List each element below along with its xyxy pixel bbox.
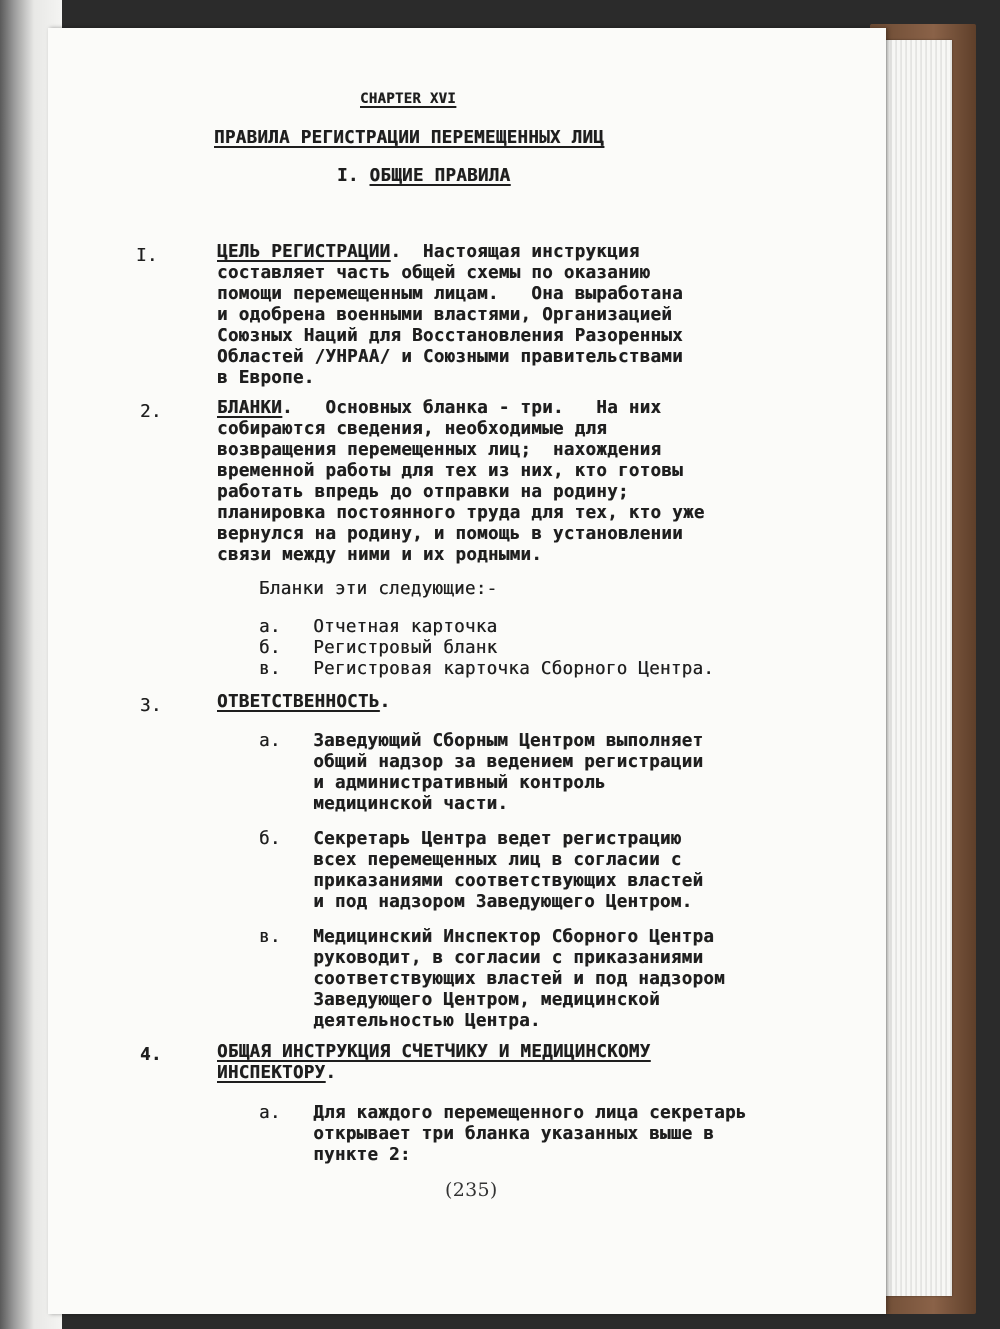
item-4-number: 4. — [140, 1045, 162, 1065]
item-2-heading: БЛАНКИ — [217, 398, 283, 418]
list-item: а. Отчетная карточка — [259, 617, 498, 637]
item-3a: а. Заведующий Сборным Центром выполняет общий надзор за ведением регистрации и административный контроль медицинской части. — [259, 731, 704, 814]
item-1-line: в Европе. — [217, 368, 315, 388]
document-page — [48, 28, 886, 1314]
item-1-line: . Настоящая инструкция — [390, 242, 640, 262]
item-3b: б. Секретарь Центра ведет регистрацию всех перемещенных лиц в согласии с приказаниями соответствующих властей и под надзором Заведующего Центром. — [259, 829, 704, 912]
item-4-heading-line: ИНСПЕКТОРУ — [217, 1063, 326, 1083]
item-2-line: связи между ними и их родными. — [217, 545, 543, 565]
forms-intro: Бланки эти следующие:- — [259, 579, 498, 599]
item-1-line: и одобрена военными властями, Организацией — [217, 305, 673, 325]
item-4a: а. Для каждого перемещенного лица секретарь открывает три бланка указанных выше в пункте 2: — [259, 1103, 747, 1165]
forms-list — [259, 617, 714, 680]
document-title: ПРАВИЛА РЕГИСТРАЦИИ ПЕРЕМЕЩЕННЫХ ЛИЦ — [214, 128, 605, 148]
section-title: ОБЩИЕ ПРАВИЛА — [369, 166, 511, 186]
item-1-paragraph — [217, 242, 683, 389]
section-number: I. — [337, 166, 359, 186]
item-1-line: Союзных Наций для Восстановления Разоренных — [217, 326, 683, 346]
item-2-line: временной работы для тех из них, кто готовы — [217, 461, 683, 481]
item-1-heading: ЦЕЛЬ РЕГИСТРАЦИИ — [217, 242, 391, 262]
sub-label: в. — [259, 927, 281, 947]
item-4-heading: ОБЩАЯ ИНСТРУКЦИЯ СЧЕТЧИКУ И МЕДИЦИНСКОМУ ИНСПЕКТОРУ. — [217, 1042, 651, 1083]
list-item: б. Регистровый бланк — [259, 638, 498, 658]
item-2-number: 2. — [140, 402, 162, 422]
item-1-number: I. — [136, 246, 158, 266]
item-2-line: собираются сведения, необходимые для — [217, 419, 608, 439]
item-2-line: работать впредь до отправки на родину; — [217, 482, 629, 502]
item-1-line: составляет часть общей схемы по оказанию — [217, 263, 651, 283]
item-3-heading-line — [217, 692, 390, 713]
sub-label: а. — [259, 1103, 281, 1123]
item-4-heading-line: ОБЩАЯ ИНСТРУКЦИЯ СЧЕТЧИКУ И МЕДИЦИНСКОМУ — [217, 1042, 651, 1062]
item-2-line: вернулся на родину, и помощь в установлении — [217, 524, 683, 544]
sub-label: б. — [259, 829, 281, 849]
page-number: (235) — [445, 1179, 498, 1201]
chapter-label: CHAPTER XVI — [360, 91, 457, 107]
item-2-line: возвращения перемещенных лиц; нахождения — [217, 440, 662, 460]
item-1-line: Областей /УНРАА/ и Союзными правительствами — [217, 347, 683, 367]
list-item: в. Регистровая карточка Сборного Центра. — [259, 659, 715, 679]
section-heading — [337, 166, 510, 187]
sub-label: а. — [259, 731, 281, 751]
item-1-line: помощи перемещенным лицам. Она выработана — [217, 284, 683, 304]
item-3c: в. Медицинский Инспектор Сборного Центра руководит, в согласии с приказаниями соответствующих властей и под надзором Заведующего Центром, медицинской деятельностью Центра. — [259, 927, 725, 1031]
item-3-heading-suffix: . — [379, 692, 391, 712]
item-3-heading: ОТВЕТСТВЕННОСТЬ — [217, 692, 380, 712]
item-2-paragraph — [217, 398, 705, 566]
item-2-line: планировка постоянного труда для тех, кто уже — [217, 503, 705, 523]
item-3-number: 3. — [140, 696, 162, 716]
item-2-line: . Основных бланка - три. На них — [282, 398, 662, 418]
